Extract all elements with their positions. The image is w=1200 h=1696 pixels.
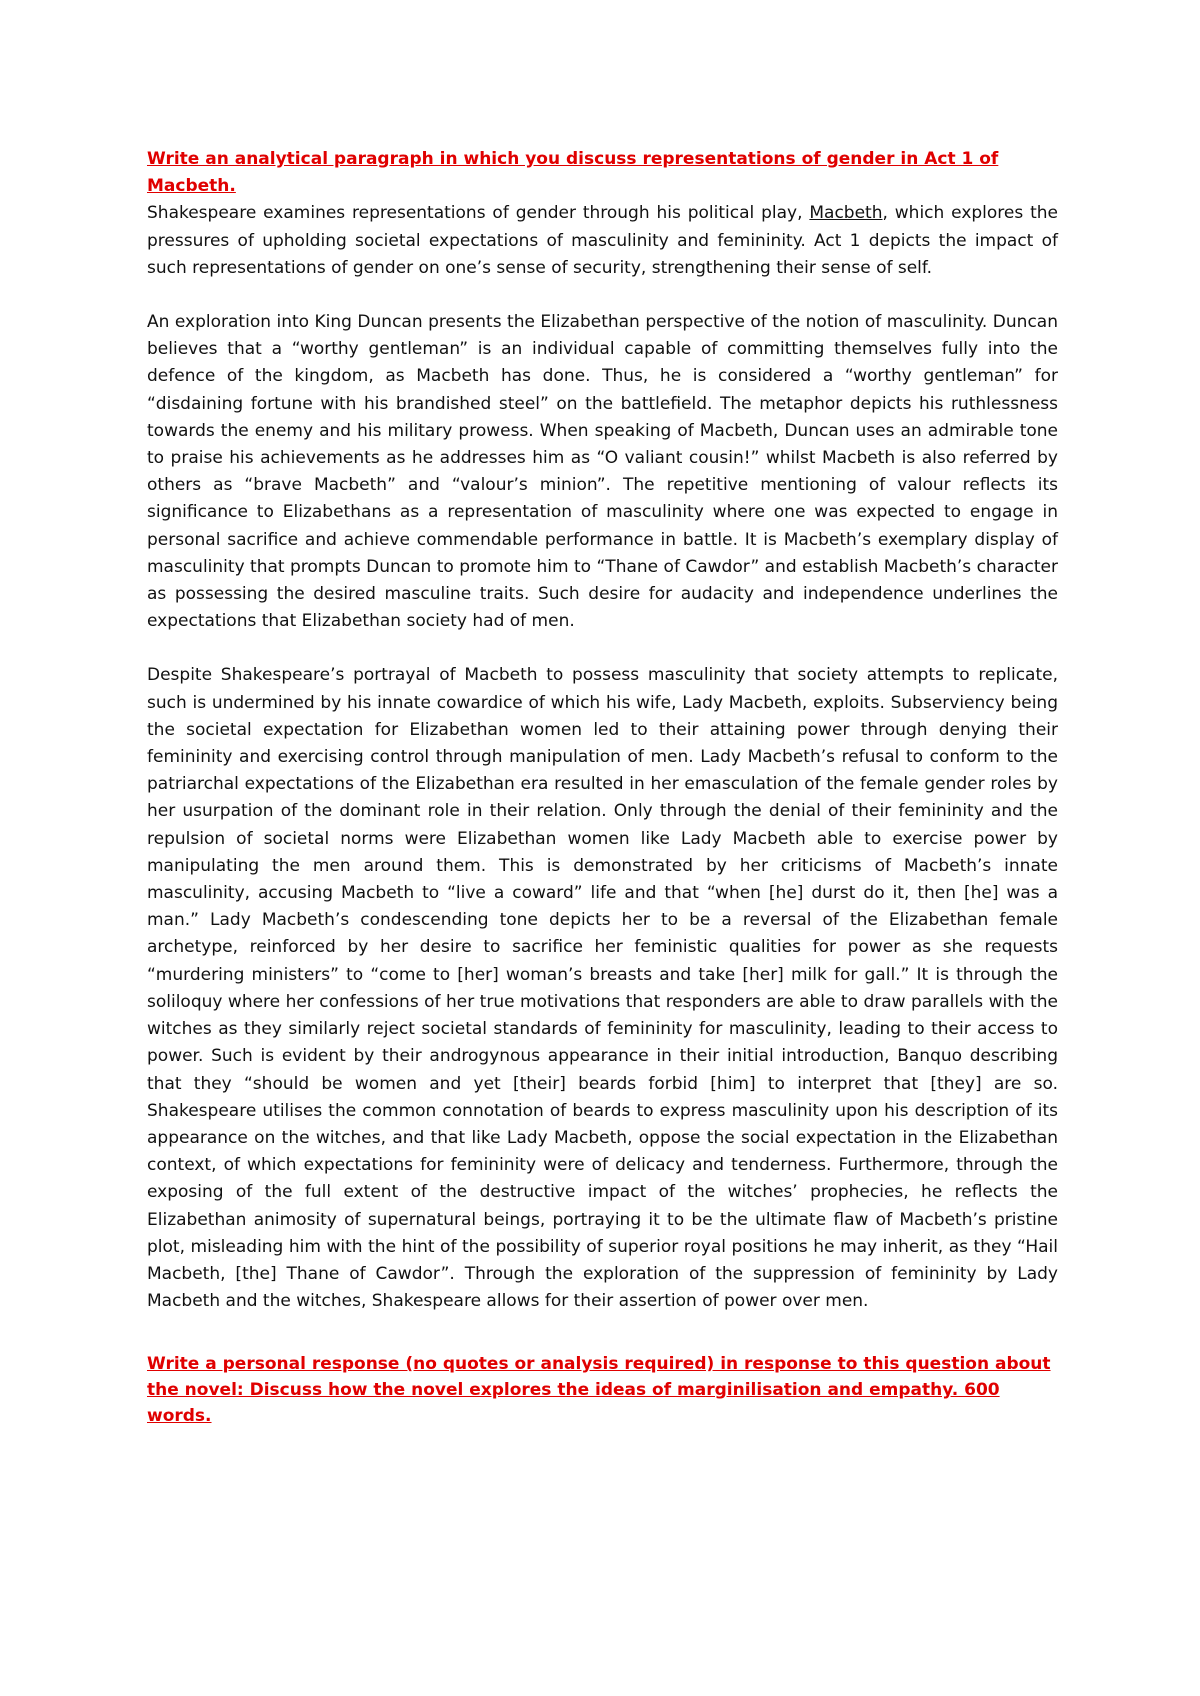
paragraph-gap xyxy=(147,635,1058,662)
intro-paragraph xyxy=(147,200,1058,282)
intro-text-before: Shakespeare examines representations of gender through his political play, xyxy=(147,203,810,224)
duncan-paragraph: An exploration into King Duncan presents the Elizabethan perspective of the notion of masculinity. Duncan believes that a “worthy gentleman” is an individual capable of committing themselves fully into the defence of the kingdom, as Macbeth has done. Thus, he is considered a “worthy gentleman” for “disdaining fortune with his brandished steel” on the battlefield. The metaphor depicts his ruthlessness towards the enemy and his military prowess. When speaking of Macbeth, Duncan uses an admirable tone to praise his achievements as he addresses him as “O valiant cousin!” whilst Macbeth is also referred by others as “brave Macbeth” and “valour’s minion”. The repetitive mentioning of valour reflects its significance to Elizabethans as a representation of masculinity where one was expected to engage in personal sacrifice and achieve commendable performance in battle. It is Macbeth’s exemplary display of masculinity that prompts Duncan to promote him to “Thane of Cawdor” and establish Macbeth’s character as possessing the desired masculine traits. Such desire for audacity and independence underlines the expectations that Elizabethan society had of men. xyxy=(147,312,1058,632)
paragraph-gap xyxy=(147,1315,1058,1351)
intro-text-after: , which explores the pressures of upholding societal expectations of masculinity and femininity. Act 1 depicts the impact of such representations of gender on one’s sense of security, strengthening their sense of self. xyxy=(147,203,1059,278)
question-heading-2: Write a personal response (no quotes or analysis required) in response to this question about the novel: Discuss how the novel explores the ideas of marginilisation and empathy. 600 words. xyxy=(147,1354,1051,1427)
question-heading-1: Write an analytical paragraph in which you discuss representations of gender in Act 1 of Macbeth. xyxy=(147,149,999,197)
play-title: Macbeth xyxy=(809,203,883,224)
document-page xyxy=(147,146,1058,1429)
lady-macbeth-paragraph: Despite Shakespeare’s portrayal of Macbeth to possess masculinity that society attempts to replicate, such is undermined by his innate cowardice of which his wife, Lady Macbeth, exploits. Subserviency being the societal expectation for Elizabethan women led to their attaining power through denying their femininity and exercising control through manipulation of men. Lady Macbeth’s refusal to conform to the patriarchal expectations of the Elizabethan era resulted in her emasculation of the female gender roles by her usurpation of the dominant role in their relation. Only through the denial of their femininity and the repulsion of societal norms were Elizabethan women like Lady Macbeth able to exercise power by manipulating the men around them. This is demonstrated by her criticisms of Macbeth’s innate masculinity, accusing Macbeth to “live a coward” life and that “when [he] durst do it, then [he] was a man.” Lady Macbeth’s condescending tone depicts her to be a reversal of the Elizabethan female archetype, reinforced by her desire to sacrifice her feministic qualities for power as she requests “murdering ministers” to “come to [her] woman’s breasts and take [her] milk for gall.” It is through the soliloquy where her confessions of her true motivations that responders are able to draw parallels with the witches as they similarly reject societal standards of femininity for masculinity, leading to their access to power. Such is evident by their androgynous appearance in their initial introduction, Banquo describing that they “should be women and yet [their] beards forbid [him] to interpret that [they] are so. Shakespeare utilises the common connotation of beards to express masculinity upon his description of its appearance on the witches, and that like Lady Macbeth, oppose the social expectation in the Elizabethan context, of which expectations for femininity were of delicacy and tenderness. Furthermore, through the exposing of the full extent of the destructive impact of the witches’ prophecies, he reflects the Elizabethan animosity of supernatural beings, portraying it to be the ultimate flaw of Macbeth’s pristine plot, misleading him with the hint of the possibility of superior royal positions he may inherit, as they “Hail Macbeth, [the] Thane of Cawdor”. Through the exploration of the suppression of femininity by Lady Macbeth and the witches, Shakespeare allows for their assertion of power over men. xyxy=(147,665,1058,1312)
paragraph-gap xyxy=(147,282,1058,309)
